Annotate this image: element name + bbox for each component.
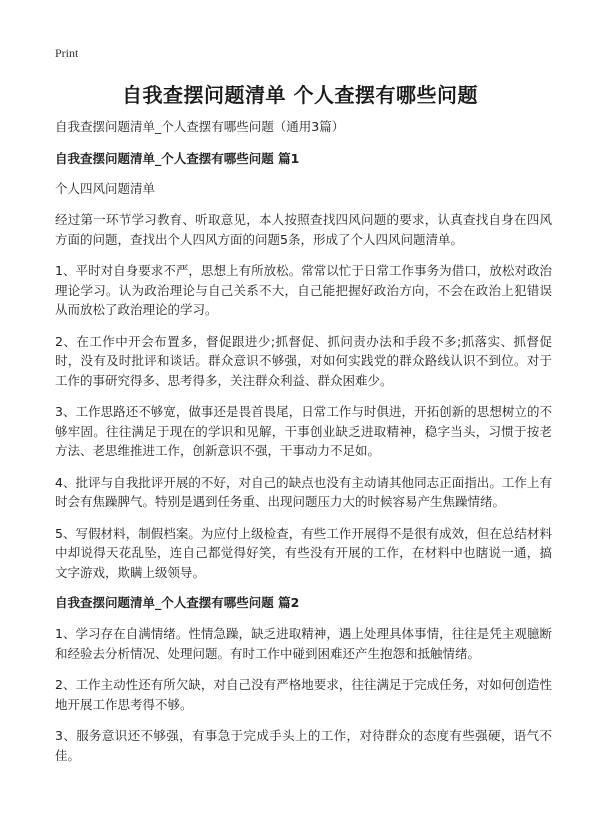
paragraph: 3、服务意识还不够强，有事急于完成手头上的工作，对待群众的态度有些强硬，语气不佳。 (55, 728, 552, 763)
paragraph: 4、批评与自我批评开展的不好，对自己的缺点也没有主动请其他同志正面指出。工作上有时会有焦躁脾气。特别是遇到任务重、出现问题压力大的时候容易产生焦躁情绪。 (55, 474, 552, 509)
document-body (55, 118, 552, 777)
paragraph: 2、在工作中开会布置多，督促跟进少;抓督促、抓问责办法和手段不多;抓落实、抓督促时，没有及时批评和谈话。群众意识不够强，对如何实践党的群众路线认识不到位。对于工作的事研究得多、思考得多，关注群众利益、群众困难少。 (55, 333, 552, 388)
page-title: 自我查摆问题清单 个人查摆有哪些问题 (122, 83, 478, 107)
section-1-subheading: 个人四风问题清单 (55, 181, 156, 196)
paragraph: 2、工作主动性还有所欠缺，对自己没有严格地要求，往往满足于完成任务，对如何创造性地开展工作思考得不够。 (55, 677, 552, 712)
paragraph: 5、写假材料，制假档案。为应付上级检查，有些工作开展得不是很有成效，但在总结材料中却说得天花乱坠，连自己都觉得好笑，有些没有开展的工作，在材料中也瞎说一通，搞文字游戏，欺瞒上级领导。 (55, 525, 552, 580)
paragraph: 3、工作思路还不够宽，做事还是畏首畏尾，日常工作与时俱进，开拓创新的思想树立的不够牢固。往往满足于现在的学识和见解，干事创业缺乏进取精神，稳字当头，习惯于按老方法、老思维推进工作，创新意识不强，干事动力不足如。 (55, 404, 552, 458)
paragraph: 经过第一环节学习教育、听取意见，本人按照查找四风问题的要求，认真查找自身在四风方面的问题，查找出个人四风方面的问题5条，形成了个人四风问题清单。 (55, 212, 552, 247)
section-2-heading: 自我查摆问题清单_个人查摆有哪些问题 篇2 (55, 595, 300, 610)
print-label[interactable]: Print (55, 46, 79, 60)
paragraph: 1、学习存在自满情绪。性情急躁，缺乏进取精神，遇上处理具体事情，往往是凭主观臆断和经验去分析情况、处理问题。有时工作中碰到困难还产生抱怨和抵触情绪。 (55, 626, 552, 661)
section-1-heading: 自我查摆问题清单_个人查摆有哪些问题 篇1 (55, 151, 300, 166)
paragraph: 1、平时对自身要求不严，思想上有所放松。常常以忙于日常工作事务为借口，放松对政治理论学习。认为政治理论与自己关系不大，自己能把握好政治方向，不会在政治上犯错误从而放松了政治理论的学习。 (55, 263, 552, 317)
document-subtitle: 自我查摆问题清单_个人查摆有哪些问题（通用3篇） (55, 119, 345, 134)
